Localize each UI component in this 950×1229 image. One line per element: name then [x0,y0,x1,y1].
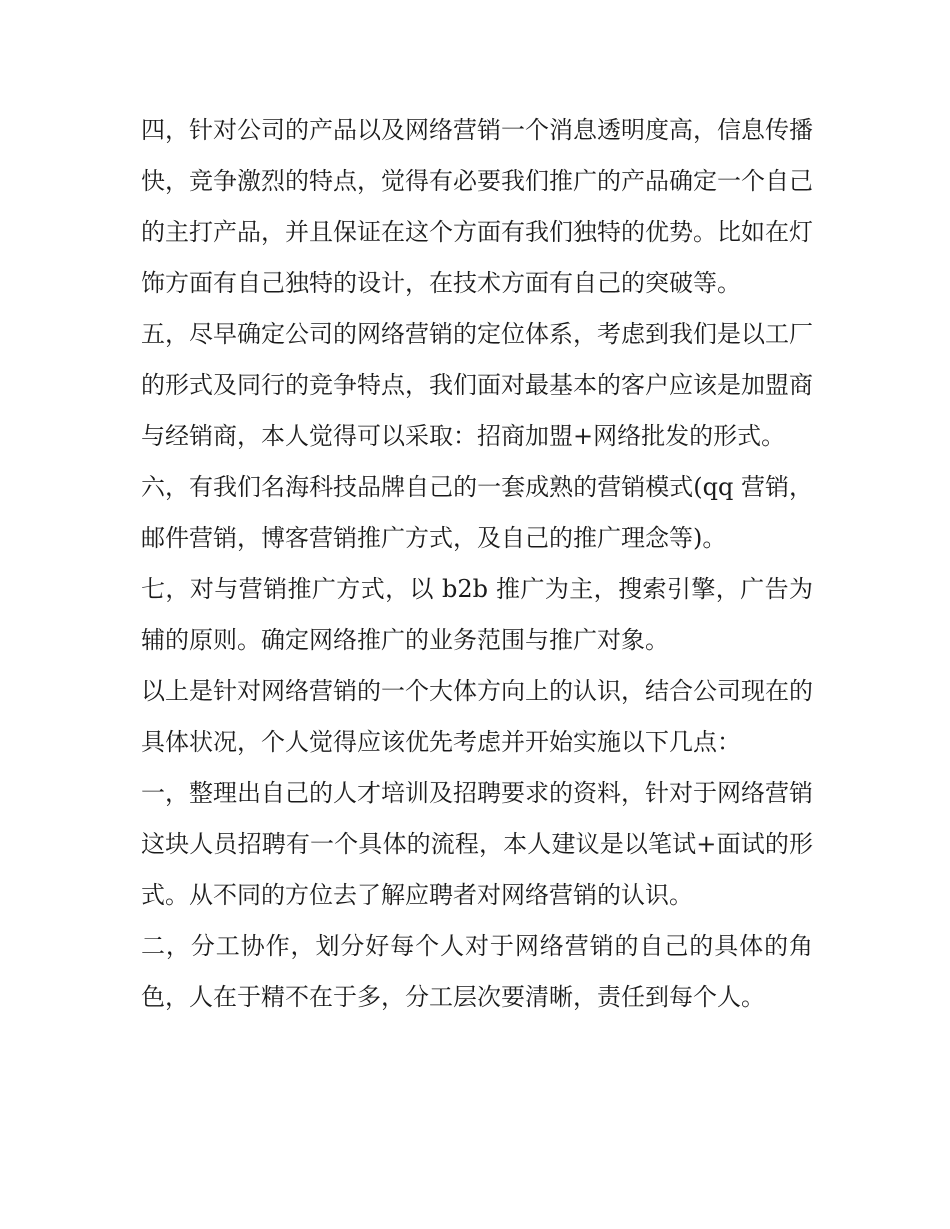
paragraph-item-five: 五，尽早确定公司的网络营销的定位体系，考虑到我们是以工厂的形式及同行的竞争特点，我们面对最基本的客户应该是加盟商与经销商，本人觉得可以采取：招商加盟+网络批发的形式。 [141,320,813,450]
paragraph-item-six: 六，有我们名海科技品牌自己的一套成熟的营销模式(qq 营销，邮件营销，博客营销推广方式，及自己的推广理念等)。 [141,473,813,552]
paragraph-point-two: 二，分工协作，划分好每个人对于网络营销的自己的具体的角色，人在于精不在于多，分工层次要清晰，责任到每个人。 [141,932,813,1011]
paragraph-item-seven: 七，对与营销推广方式，以 b2b 推广为主，搜索引擎，广告为辅的原则。确定网络推广的业务范围与推广对象。 [141,575,813,654]
paragraph-point-one: 一，整理出自己的人才培训及招聘要求的资料，针对于网络营销这块人员招聘有一个具体的流程，本人建议是以笔试+面试的形式。从不同的方位去了解应聘者对网络营销的认识。 [141,779,813,909]
paragraph-item-four: 四，针对公司的产品以及网络营销一个消息透明度高，信息传播快，竞争激烈的特点，觉得有必要我们推广的产品确定一个自己的主打产品，并且保证在这个方面有我们独特的优势。比如在灯饰方面有自己独特的设计，在技术方面有自己的突破等。 [141,116,813,297]
document-body [141,105,813,1023]
paragraph-summary: 以上是针对网络营销的一个大体方向上的认识，结合公司现在的具体状况，个人觉得应该优先考虑并开始实施以下几点： [141,677,813,756]
